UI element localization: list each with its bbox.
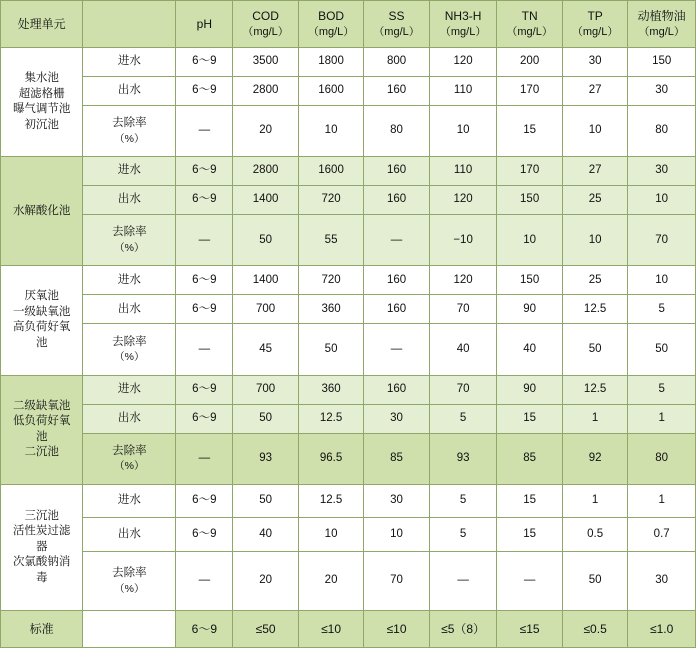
cell-oil: 150: [628, 48, 696, 77]
cell-ph: 6～9: [176, 375, 233, 404]
cell-ph: 6～9: [176, 518, 233, 552]
table-row: [1, 106, 696, 157]
cell-nh3h: 110: [429, 157, 497, 186]
cell-ss: 160: [364, 77, 429, 106]
header-cell-unit: 处理单元: [1, 1, 83, 48]
cell-ph: —: [176, 551, 233, 610]
cell-nh3h: —: [429, 551, 497, 610]
row-label-inflow: 进水: [83, 48, 176, 77]
cell-ss: 160: [364, 157, 429, 186]
standard-bod: ≤10: [298, 611, 363, 648]
header-cell-tn: TN （mg/L）: [497, 1, 562, 48]
cell-cod: 1400: [233, 186, 298, 215]
cell-tp: 92: [562, 433, 627, 484]
standard-label: 标准: [1, 611, 83, 648]
table-header-row: [1, 1, 696, 48]
cell-ph: 6～9: [176, 48, 233, 77]
cell-tn: 150: [497, 266, 562, 295]
cell-cod: 3500: [233, 48, 298, 77]
cell-ss: 160: [364, 295, 429, 324]
cell-oil: 80: [628, 433, 696, 484]
cell-oil: 0.7: [628, 518, 696, 552]
cell-tn: 90: [497, 375, 562, 404]
cell-ph: 6～9: [176, 404, 233, 433]
cell-tp: 27: [562, 77, 627, 106]
cell-bod: 96.5: [298, 433, 363, 484]
cell-tp: 25: [562, 186, 627, 215]
cell-tn: 200: [497, 48, 562, 77]
cell-ss: —: [364, 215, 429, 266]
row-label-outflow: 出水: [83, 77, 176, 106]
table-row: [1, 77, 696, 106]
cell-tn: 10: [497, 215, 562, 266]
row-label-removal: 去除率 （%）: [83, 106, 176, 157]
cell-nh3h: 120: [429, 266, 497, 295]
cell-tp: 0.5: [562, 518, 627, 552]
row-label-outflow: 出水: [83, 404, 176, 433]
table-row: [1, 186, 696, 215]
cell-tn: 90: [497, 295, 562, 324]
cell-ph: 6～9: [176, 77, 233, 106]
cell-oil: 1: [628, 484, 696, 518]
cell-ph: —: [176, 433, 233, 484]
cell-tn: 170: [497, 77, 562, 106]
cell-tn: 150: [497, 186, 562, 215]
cell-bod: 1800: [298, 48, 363, 77]
group-label-3: 二级缺氧池 低负荷好氧 池 二沉池: [1, 375, 83, 484]
cell-oil: 5: [628, 375, 696, 404]
cell-ph: —: [176, 215, 233, 266]
row-label-inflow: 进水: [83, 484, 176, 518]
cell-ph: 6～9: [176, 266, 233, 295]
cell-bod: 360: [298, 295, 363, 324]
cell-tp: 1: [562, 484, 627, 518]
header-cell-stage: [83, 1, 176, 48]
cell-nh3h: 120: [429, 186, 497, 215]
cell-tn: —: [497, 551, 562, 610]
table-row: [1, 266, 696, 295]
cell-ph: 6～9: [176, 157, 233, 186]
group-label-2: 厌氧池 一级缺氧池 高负荷好氧 池: [1, 266, 83, 375]
table-row: [1, 157, 696, 186]
cell-oil: 80: [628, 106, 696, 157]
cell-cod: 50: [233, 215, 298, 266]
group-label-0: 集水池 超滤格栅 曝气调节池 初沉池: [1, 48, 83, 157]
table-row: [1, 518, 696, 552]
table-row: [1, 375, 696, 404]
cell-bod: 360: [298, 375, 363, 404]
cell-nh3h: 5: [429, 484, 497, 518]
table-row: [1, 215, 696, 266]
cell-cod: 20: [233, 551, 298, 610]
table-row: [1, 295, 696, 324]
cell-cod: 93: [233, 433, 298, 484]
table-row: [1, 484, 696, 518]
cell-ph: 6～9: [176, 186, 233, 215]
table-row: [1, 551, 696, 610]
cell-tp: 25: [562, 266, 627, 295]
cell-oil: 70: [628, 215, 696, 266]
cell-bod: 12.5: [298, 404, 363, 433]
cell-ss: 80: [364, 106, 429, 157]
cell-cod: 40: [233, 518, 298, 552]
cell-tn: 15: [497, 518, 562, 552]
cell-bod: 10: [298, 518, 363, 552]
cell-bod: 1600: [298, 77, 363, 106]
cell-ss: 30: [364, 484, 429, 518]
cell-tp: 12.5: [562, 295, 627, 324]
cell-cod: 50: [233, 404, 298, 433]
cell-bod: 10: [298, 106, 363, 157]
cell-nh3h: 70: [429, 375, 497, 404]
row-label-inflow: 进水: [83, 266, 176, 295]
cell-oil: 10: [628, 186, 696, 215]
cell-ss: 30: [364, 404, 429, 433]
header-cell-cod: COD （mg/L）: [233, 1, 298, 48]
standard-ph: 6～9: [176, 611, 233, 648]
standard-cod: ≤50: [233, 611, 298, 648]
cell-nh3h: 70: [429, 295, 497, 324]
cell-bod: 720: [298, 186, 363, 215]
cell-nh3h: 93: [429, 433, 497, 484]
cell-oil: 5: [628, 295, 696, 324]
standard-row: [1, 611, 696, 648]
group-label-4: 三沉池 活性炭过滤 器 次氯酸钠消 毒: [1, 484, 83, 610]
cell-nh3h: 5: [429, 404, 497, 433]
cell-nh3h: 10: [429, 106, 497, 157]
cell-ss: —: [364, 324, 429, 375]
cell-nh3h: −10: [429, 215, 497, 266]
cell-bod: 720: [298, 266, 363, 295]
standard-ss: ≤10: [364, 611, 429, 648]
cell-tp: 10: [562, 215, 627, 266]
cell-bod: 1600: [298, 157, 363, 186]
cell-cod: 700: [233, 295, 298, 324]
header-cell-ph: pH: [176, 1, 233, 48]
cell-oil: 50: [628, 324, 696, 375]
cell-tp: 10: [562, 106, 627, 157]
cell-ss: 70: [364, 551, 429, 610]
row-label-removal: 去除率 （%）: [83, 433, 176, 484]
cell-nh3h: 5: [429, 518, 497, 552]
row-label-outflow: 出水: [83, 518, 176, 552]
header-cell-bod: BOD （mg/L）: [298, 1, 363, 48]
table-row: [1, 324, 696, 375]
cell-cod: 2800: [233, 157, 298, 186]
cell-bod: 50: [298, 324, 363, 375]
standard-nh3h: ≤5（8）: [429, 611, 497, 648]
row-label-inflow: 进水: [83, 157, 176, 186]
cell-ph: —: [176, 106, 233, 157]
cell-bod: 12.5: [298, 484, 363, 518]
cell-tp: 50: [562, 324, 627, 375]
cell-tp: 1: [562, 404, 627, 433]
standard-oil: ≤1.0: [628, 611, 696, 648]
header-cell-ss: SS （mg/L）: [364, 1, 429, 48]
cell-ss: 85: [364, 433, 429, 484]
cell-tn: 170: [497, 157, 562, 186]
header-cell-tp: TP （mg/L）: [562, 1, 627, 48]
cell-oil: 1: [628, 404, 696, 433]
cell-tn: 40: [497, 324, 562, 375]
cell-oil: 30: [628, 157, 696, 186]
cell-ss: 160: [364, 186, 429, 215]
cell-nh3h: 120: [429, 48, 497, 77]
cell-oil: 10: [628, 266, 696, 295]
header-cell-oil: 动植物油 （mg/L）: [628, 1, 696, 48]
cell-tp: 30: [562, 48, 627, 77]
cell-cod: 45: [233, 324, 298, 375]
row-label-removal: 去除率 （%）: [83, 215, 176, 266]
standard-tn: ≤15: [497, 611, 562, 648]
cell-ss: 10: [364, 518, 429, 552]
standard-tp: ≤0.5: [562, 611, 627, 648]
cell-tn: 15: [497, 106, 562, 157]
cell-nh3h: 40: [429, 324, 497, 375]
cell-tn: 85: [497, 433, 562, 484]
cell-tn: 15: [497, 404, 562, 433]
cell-oil: 30: [628, 77, 696, 106]
cell-oil: 30: [628, 551, 696, 610]
row-label-outflow: 出水: [83, 186, 176, 215]
cell-ss: 800: [364, 48, 429, 77]
cell-cod: 700: [233, 375, 298, 404]
cell-ph: 6～9: [176, 484, 233, 518]
table-row: [1, 433, 696, 484]
cell-nh3h: 110: [429, 77, 497, 106]
cell-ss: 160: [364, 375, 429, 404]
table-row: [1, 404, 696, 433]
cell-cod: 50: [233, 484, 298, 518]
cell-tp: 50: [562, 551, 627, 610]
cell-cod: 1400: [233, 266, 298, 295]
cell-tp: 12.5: [562, 375, 627, 404]
table-row: [1, 48, 696, 77]
cell-cod: 20: [233, 106, 298, 157]
standard-blank: [83, 611, 176, 648]
cell-tp: 27: [562, 157, 627, 186]
group-label-1: 水解酸化池: [1, 157, 83, 266]
cell-ss: 160: [364, 266, 429, 295]
row-label-outflow: 出水: [83, 295, 176, 324]
cell-cod: 2800: [233, 77, 298, 106]
header-cell-nh3h: NH3-H （mg/L）: [429, 1, 497, 48]
row-label-removal: 去除率 （%）: [83, 324, 176, 375]
cell-ph: 6～9: [176, 295, 233, 324]
cell-tn: 15: [497, 484, 562, 518]
row-label-inflow: 进水: [83, 375, 176, 404]
row-label-removal: 去除率 （%）: [83, 551, 176, 610]
cell-bod: 20: [298, 551, 363, 610]
cell-ph: —: [176, 324, 233, 375]
cell-bod: 55: [298, 215, 363, 266]
